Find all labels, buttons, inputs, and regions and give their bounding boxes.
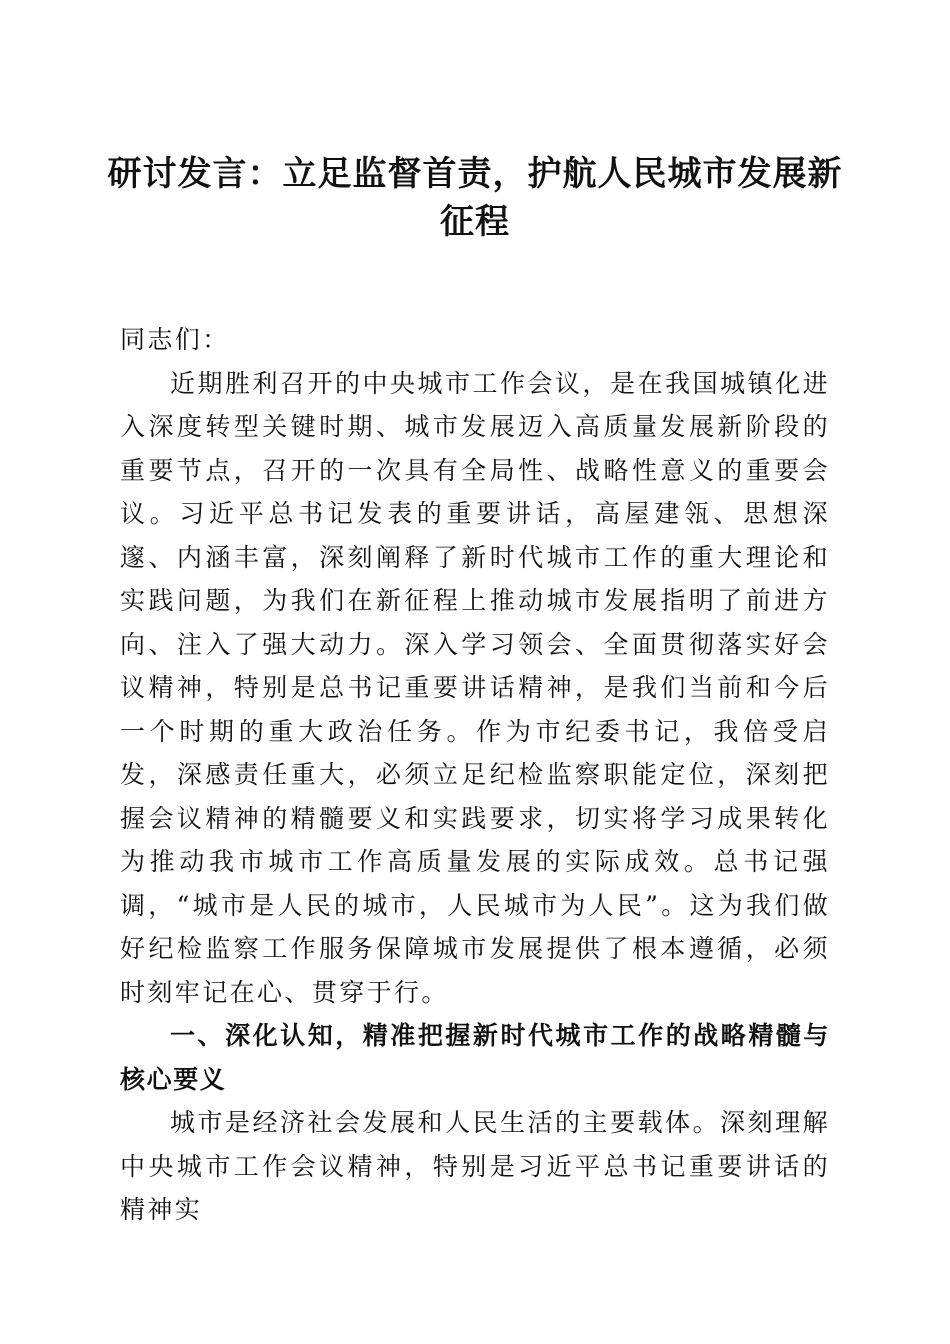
salutation: 同志们： <box>120 325 230 354</box>
section-paragraph: 城市是经济社会发展和人民生活的主要载体。深刻理解中央城市工作会议精神，特别是习近平总书记重要讲话的精神实 <box>120 1108 830 1224</box>
body-paragraph: 近期胜利召开的中央城市工作会议，是在我国城镇化进入深度转型关键时期、城市发展迈入高质量发展新阶段的重要节点，召开的一次具有全局性、战略性意义的重要会议。习近平总书记发表的重要讲话，高屋建瓴、思想深邃、内涵丰富，深刻阐释了新时代城市工作的重大理论和实践问题，为我们在新征程上推动城市发展指明了前进方向、注入了强大动力。深入学习领会、全面贯彻落实好会议精神，特别是总书记重要讲话精神，是我们当前和今后一个时期的重大政治任务。作为市纪委书记，我倍受启发，深感责任重大，必须立足纪检监察职能定位，深刻把握会议精神的精髓要义和实践要求，切实将学习成果转化为推动我市城市工作高质量发展的实际成效。总书记强调，“城市是人民的城市，人民城市为人民”。这为我们做好纪检监察工作服务保障城市发展提供了根本遵循，必须时刻牢记在心、贯穿于行。 <box>120 368 830 1007</box>
section-heading: 一、深化认知，精准把握新时代城市工作的战略精髓与核心要义 <box>120 1021 830 1094</box>
document-title: 研讨发言：立足监督首责，护航人民城市发展新征程 <box>107 154 843 242</box>
document-body <box>120 318 830 1232</box>
